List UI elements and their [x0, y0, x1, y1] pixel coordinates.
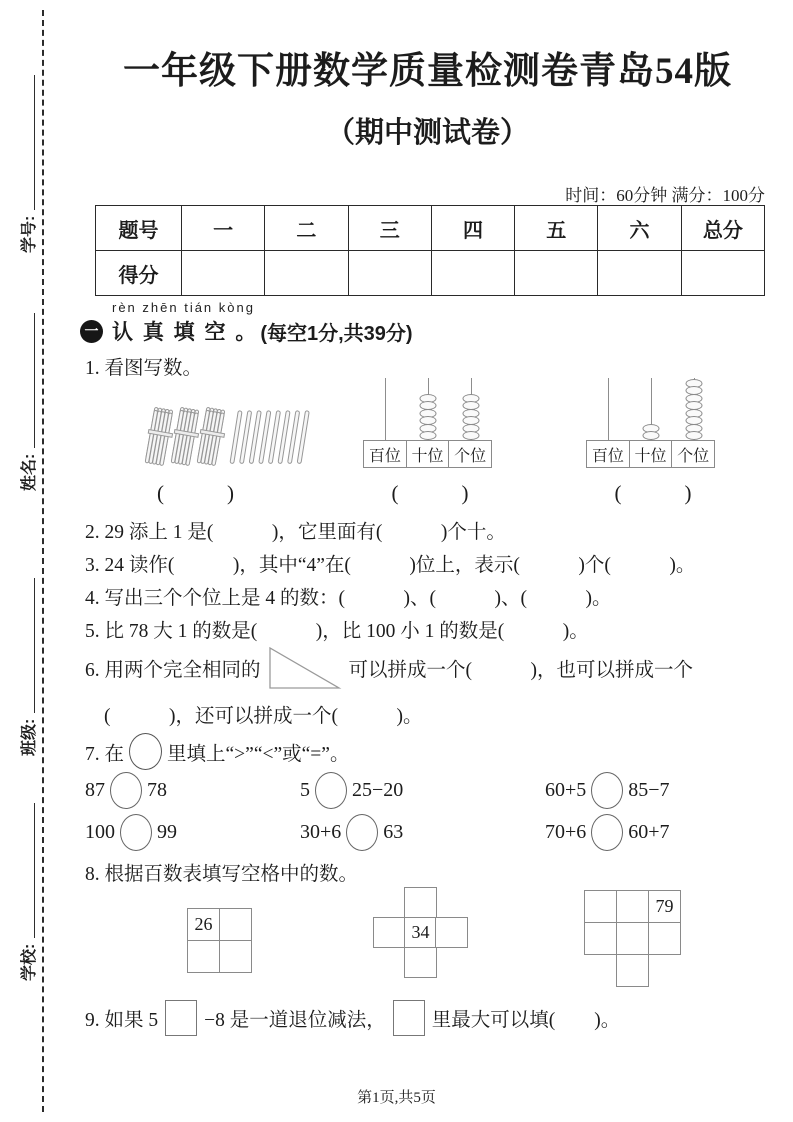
compare-circle-icon: [591, 772, 623, 809]
grid-c-empty-cell: [584, 922, 617, 955]
q7-prefix: 7. 在: [85, 743, 125, 765]
student-id-label: 学号:: [21, 215, 38, 253]
score-header-cell: 一: [182, 206, 265, 251]
abacus-rods: [363, 378, 492, 440]
question-1-text: 1. 看图写数。: [85, 358, 203, 379]
score-table-header-row: [96, 206, 765, 251]
hundreds-label: 百位: [363, 440, 407, 468]
section-pinyin: rèn zhēn tián kòng: [112, 300, 255, 315]
question-6-line2: ( )，还可以拼成一个( )。: [104, 706, 423, 727]
hundreds-rod: [363, 378, 406, 440]
cmp-right: 60+7: [628, 821, 670, 843]
q9-part2: −8 是一道退位减法，: [204, 1010, 386, 1031]
grid-a-empty-cell: [219, 940, 252, 973]
score-header-cell: 四: [431, 206, 514, 251]
section-title: 认 真 填 空 。: [112, 321, 259, 344]
ones-rod: [449, 378, 492, 440]
comparison-item: [85, 772, 300, 809]
score-table-value-row: [96, 251, 765, 296]
comparison-item: [85, 814, 300, 851]
question-4-text: 4. 写出三个个位上是 4 的数：( )、( )、( )。: [85, 588, 612, 609]
page-number-footer: 第1页,共5页: [357, 1090, 436, 1106]
grid-b-cell-34: 34: [404, 917, 437, 948]
hundreds-label: 百位: [586, 440, 630, 468]
ones-label: 个位: [448, 440, 492, 468]
question-9-text: [85, 1000, 620, 1036]
grid-b-empty-cell: [373, 917, 406, 948]
grid-c-empty-cell: [616, 922, 649, 955]
hundreds-rod: [586, 378, 629, 440]
compare-circle-icon: [129, 733, 162, 770]
score-empty-cell: [598, 251, 681, 296]
right-triangle-shape: [265, 644, 345, 692]
place-value-abacus-1: [363, 378, 492, 468]
compare-circle-icon: [591, 814, 623, 851]
question-2-text: 2. 29 添上 1 是( )，它里面有( )个十。: [85, 522, 506, 543]
question-3-text: 3. 24 读作( )，其中“4”在( )位上，表示( )个( )。: [85, 555, 696, 576]
seal-dashed-line: [42, 10, 44, 1112]
sticks-svg: [140, 400, 320, 472]
comparison-row-1: [85, 772, 670, 809]
q6-prefix: 6. 用两个完全相同的: [85, 660, 261, 681]
comparison-row-2: [85, 814, 670, 851]
question-5-text: 5. 比 78 大 1 的数是( )，比 100 小 1 的数是( )。: [85, 621, 589, 642]
q1-answer-blank-abacus2: ( ): [614, 481, 692, 505]
cmp-right: 85−7: [628, 779, 670, 801]
score-empty-cell: [681, 251, 764, 296]
name-fill-line: [34, 313, 35, 448]
q9-blank-box-1: [165, 1000, 197, 1036]
comparison-item: [545, 814, 670, 851]
comparison-item: [300, 814, 545, 851]
cmp-left: 100: [85, 821, 115, 843]
hundred-chart-grid-c: [584, 890, 680, 985]
grid-c-cell-79: 79: [648, 890, 681, 923]
grid-a-empty-cell: [219, 908, 252, 941]
grid-a-empty-cell: [187, 940, 220, 973]
grid-c-empty-cell: [648, 922, 681, 955]
name-label: 姓名:: [21, 453, 38, 491]
question-7-text: [85, 733, 349, 770]
grid-b-empty-cell: [404, 947, 437, 978]
tens-rod: [406, 378, 449, 440]
cmp-right: 78: [147, 779, 167, 801]
q6-suffix: 可以拼成一个( )，也可以拼成一个: [348, 660, 694, 681]
school-fill-line: [34, 803, 35, 938]
class-label: 班级:: [21, 718, 38, 756]
compare-circle-icon: [120, 814, 152, 851]
comparison-item: [545, 772, 670, 809]
score-header-cell: 六: [598, 206, 681, 251]
grid-c-empty-cell: [616, 890, 649, 923]
student-id-fill-line: [34, 75, 35, 210]
score-row-label: 得分: [96, 251, 182, 296]
score-empty-cell: [515, 251, 598, 296]
ones-label: 个位: [671, 440, 715, 468]
ones-rod: [672, 378, 715, 440]
page-subtitle: （期中测试卷）: [325, 117, 529, 149]
score-table: [95, 205, 765, 296]
score-header-cell: 题号: [96, 206, 182, 251]
grid-c-empty-cell: [584, 890, 617, 923]
cmp-left: 87: [85, 779, 105, 801]
place-value-abacus-2: [586, 378, 715, 468]
compare-circle-icon: [346, 814, 378, 851]
grid-b-empty-cell: [404, 887, 437, 918]
q7-suffix: 里填上“>”“<”或“=”。: [167, 743, 350, 765]
q1-answer-blank-abacus1: ( ): [391, 481, 469, 505]
cmp-right: 63: [383, 821, 404, 843]
seal-field-name: [13, 311, 39, 491]
score-header-cell: 五: [515, 206, 598, 251]
tens-label: 十位: [406, 440, 450, 468]
hundred-chart-grid-b: [373, 887, 469, 977]
section-score-note: (每空1分,共39分): [260, 322, 413, 345]
cmp-left: 60+5: [545, 779, 587, 801]
q9-part3: 里最大可以填( )。: [431, 1010, 621, 1031]
compare-circle-icon: [315, 772, 347, 809]
abacus-rods: [586, 378, 715, 440]
question-8-text: 8. 根据百数表填写空格中的数。: [85, 864, 359, 885]
score-header-cell: 二: [265, 206, 348, 251]
score-empty-cell: [348, 251, 431, 296]
question-6-line1: [85, 644, 693, 692]
score-empty-cell: [265, 251, 348, 296]
bundled-sticks-image: [140, 400, 320, 472]
time-score-meta: 时间：60分钟 满分：100分: [565, 186, 765, 205]
q1-answer-blank-sticks: ( ): [157, 481, 234, 505]
score-empty-cell: [431, 251, 514, 296]
cmp-right: 99: [157, 821, 177, 843]
class-fill-line: [34, 578, 35, 713]
grid-b-empty-cell: [435, 917, 468, 948]
school-label: 学校:: [21, 943, 38, 981]
score-empty-cell: [182, 251, 265, 296]
q9-part1: 9. 如果 5: [85, 1010, 159, 1031]
section-number-badge: 一: [80, 320, 103, 343]
comparison-item: [300, 772, 545, 809]
hundred-chart-grid-a: [187, 908, 253, 974]
seal-field-class: [13, 576, 39, 756]
tens-label: 十位: [629, 440, 673, 468]
cmp-left: 5: [300, 779, 310, 801]
grid-c-empty-cell: [616, 954, 649, 987]
seal-field-school: [13, 801, 39, 981]
seal-field-student-id: [13, 73, 39, 253]
section-one-header: [80, 300, 413, 346]
cmp-right: 25−20: [352, 779, 404, 801]
cmp-left: 30+6: [300, 821, 342, 843]
score-header-cell: 三: [348, 206, 431, 251]
cmp-left: 70+6: [545, 821, 587, 843]
grid-a-cell-26: 26: [187, 908, 220, 941]
score-header-cell: 总分: [681, 206, 764, 251]
tens-rod: [629, 378, 672, 440]
page-title: 一年级下册数学质量检测卷青岛54版: [123, 51, 732, 92]
q9-blank-box-2: [393, 1000, 425, 1036]
compare-circle-icon: [110, 772, 142, 809]
